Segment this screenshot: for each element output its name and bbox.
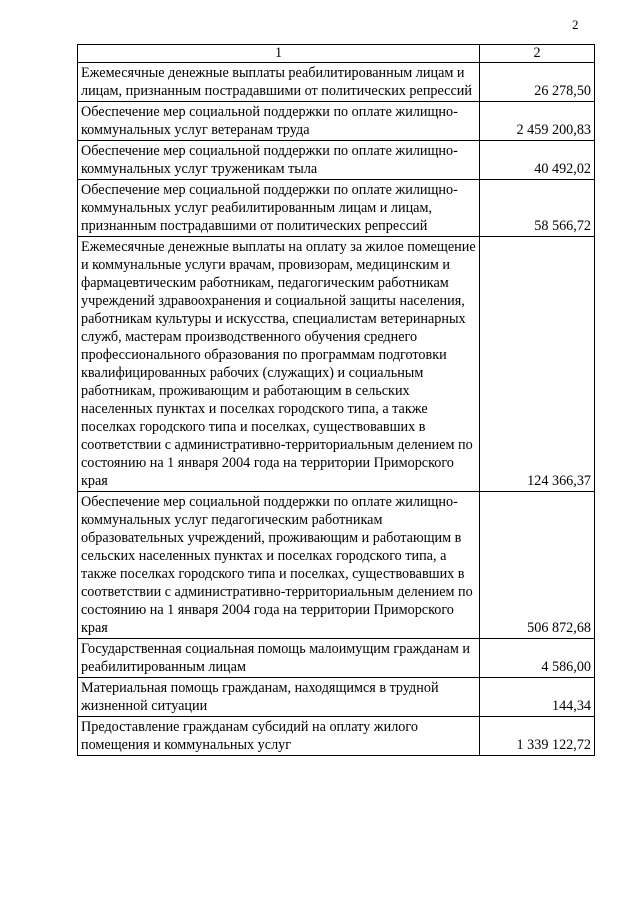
table-row [78,717,595,756]
row-description: Ежемесячные денежные выплаты на оплату за жилое помещение и коммунальные услуги врачам, провизорам, медицинским и фармацевтическим работникам, педагогическим работникам учреждений здравоохранения и социальной защиты населения, работникам культуры и искусства, специалистам ветеринарных служб, мастерам производственного обучения среднего профессионального образования по программам подготовки квалифицированных рабочих (служащих) и социальным работникам, проживающим и работающим в сельских населенных пунктах и поселках городского типа, а также поселках городского типа и поселках, существовавших в соответствии с административно-территориальным делением по состоянию на 1 января 2004 года на территории Приморского края [78,237,480,492]
row-description: Ежемесячные денежные выплаты реабилитированным лицам и лицам, признанным пострадавшими от политических репрессий [78,63,480,102]
row-amount: 2 459 200,83 [479,102,594,141]
row-amount: 144,34 [479,678,594,717]
budget-table [77,44,595,756]
table-row [78,63,595,102]
column-header-2: 2 [479,45,594,63]
row-amount: 26 278,50 [479,63,594,102]
row-amount: 58 566,72 [479,180,594,237]
row-description: Обеспечение мер социальной поддержки по оплате жилищно-коммунальных услуг ветеранам труда [78,102,480,141]
table-row [78,102,595,141]
table-row [78,678,595,717]
row-description: Обеспечение мер социальной поддержки по оплате жилищно-коммунальных услуг труженикам тыла [78,141,480,180]
row-description: Предоставление гражданам субсидий на оплату жилого помещения и коммунальных услуг [78,717,480,756]
row-description: Государственная социальная помощь малоимущим гражданам и реабилитированным лицам [78,639,480,678]
row-description: Материальная помощь гражданам, находящимся в трудной жизненной ситуации [78,678,480,717]
row-description: Обеспечение мер социальной поддержки по оплате жилищно-коммунальных услуг реабилитированным лицам и лицам, признанным пострадавшими от политических репрессий [78,180,480,237]
table-row [78,639,595,678]
page-number: 2 [572,17,579,32]
row-amount: 506 872,68 [479,492,594,639]
table-header-row [78,45,595,63]
table-row [78,180,595,237]
table-row [78,237,595,492]
row-amount: 40 492,02 [479,141,594,180]
row-amount: 124 366,37 [479,237,594,492]
table-row [78,492,595,639]
row-amount: 1 339 122,72 [479,717,594,756]
row-description: Обеспечение мер социальной поддержки по оплате жилищно-коммунальных услуг педагогическим работникам образовательных учреждений, проживающим и работающим в сельских населенных пунктах и поселках городского типа, а также поселках городского типа и поселках, существовавших в соответствии с административно-территориальным делением по состоянию на 1 января 2004 года на территории Приморского края [78,492,480,639]
row-amount: 4 586,00 [479,639,594,678]
table-row [78,141,595,180]
column-header-1: 1 [78,45,480,63]
